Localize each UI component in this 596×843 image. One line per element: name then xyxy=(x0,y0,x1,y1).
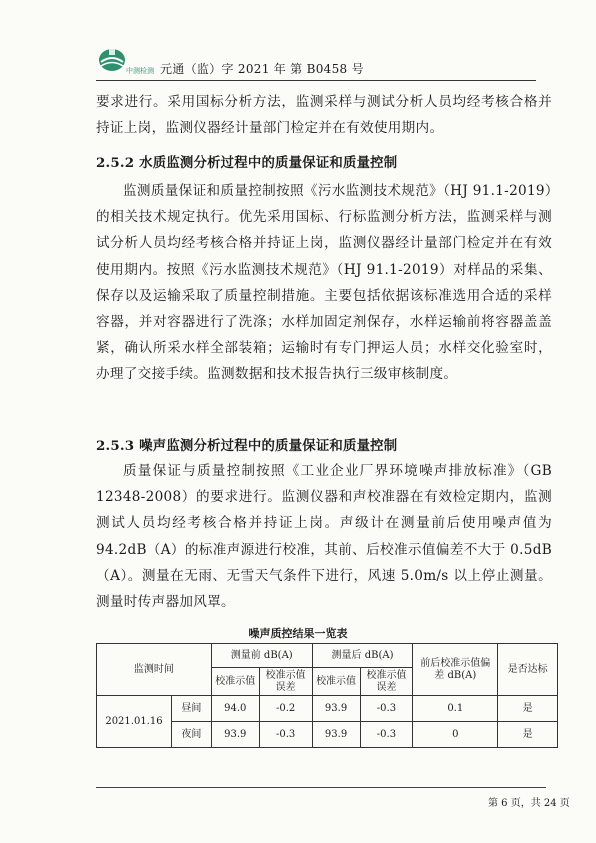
header-monitoring-time: 监测时间 xyxy=(97,644,212,696)
table-header-row xyxy=(97,644,558,668)
subheader-after-error: 校准示值误差 xyxy=(360,668,413,696)
cell-before-error: -0.2 xyxy=(259,696,312,722)
cell-pass: 是 xyxy=(498,722,558,748)
header-divider xyxy=(96,80,536,81)
document-number: 元通（监）字 2021 年 第 B0458 号 xyxy=(160,62,364,76)
logo-text: 中测检测 xyxy=(126,67,154,75)
header-deviation: 前后校准示值偏差 dB(A) xyxy=(413,644,498,696)
paragraph-noise-qc: 质量保证与质量控制按照《工业企业厂界环境噪声排放标准》（GB 12348-2008）的要求进行。监测仪器和声校准器在有效检定期内，监测测试人员均经考核合格并持证上岗。声级计在测量前后使用噪声值为 94.2dB（A）的标准声源进行校准，其前、后校准示值偏差不大于 0.5dB（A）。测量在无雨、无雪天气条件下进行，风速 5.0m/s 以上停止测量。测量时传声器加风罩。 xyxy=(96,463,552,611)
cell-before-value: 94.0 xyxy=(211,696,259,722)
section-heading-noise: 2.5.3 噪声监测分析过程中的质量保证和质量控制 xyxy=(96,438,398,454)
cell-period: 昼间 xyxy=(171,696,211,722)
cell-pass: 是 xyxy=(498,696,558,722)
table-row xyxy=(97,696,558,722)
paragraph-intro: 要求进行。采用国标分析方法，监测采样与测试分析人员均经考核合格并持证上岗，监测仪器经计量部门检定并在有效使用期内。 xyxy=(96,94,552,137)
header-pass: 是否达标 xyxy=(498,644,558,696)
page-number: 第 6 页，共 24 页 xyxy=(488,798,570,809)
header-before: 测量前 dB(A) xyxy=(211,644,312,668)
page-header xyxy=(96,46,536,80)
company-logo-icon xyxy=(96,46,156,78)
section-heading-water: 2.5.2 水质监测分析过程中的质量保证和质量控制 xyxy=(96,155,398,171)
cell-after-error: -0.3 xyxy=(360,696,413,722)
cell-period: 夜间 xyxy=(171,722,211,748)
cell-after-error: -0.3 xyxy=(360,722,413,748)
cell-deviation: 0.1 xyxy=(413,696,498,722)
cell-before-value: 93.9 xyxy=(211,722,259,748)
cell-after-value: 93.9 xyxy=(312,722,360,748)
table-title: 噪声质控结果一览表 xyxy=(248,627,348,640)
footer-divider xyxy=(96,787,546,788)
cell-deviation: 0 xyxy=(413,722,498,748)
cell-after-value: 93.9 xyxy=(312,696,360,722)
subheader-before-value: 校准示值 xyxy=(211,668,259,696)
paragraph-water-qc: 监测质量保证和质量控制按照《污水监测技术规范》（HJ 91.1-2019）的相关技术规定执行。优先采用国标、行标监测分析方法，监测采样与测试分析人员均经考核合格并持证上岗，监测仪器经计量部门检定并在有效使用期内。按照《污水监测技术规范》（HJ 91.1-2019）对样品的采集、保存以及运输采取了质量控制措施。主要包括依据该标准选用合适的采样容器，并对容器进行了洗涤；水样加固定剂保存，水样运输前将容器盖盖紧，确认所采水样全部装箱；运输时有专门押运人员；水样交化验室时，办理了交接手续。监测数据和技术报告执行三级审核制度。 xyxy=(96,183,552,383)
header-after: 测量后 dB(A) xyxy=(312,644,413,668)
noise-qc-table xyxy=(96,643,558,748)
subheader-after-value: 校准示值 xyxy=(312,668,360,696)
subheader-before-error: 校准示值误差 xyxy=(259,668,312,696)
cell-before-error: -0.3 xyxy=(259,722,312,748)
cell-date: 2021.01.16 xyxy=(97,696,172,748)
